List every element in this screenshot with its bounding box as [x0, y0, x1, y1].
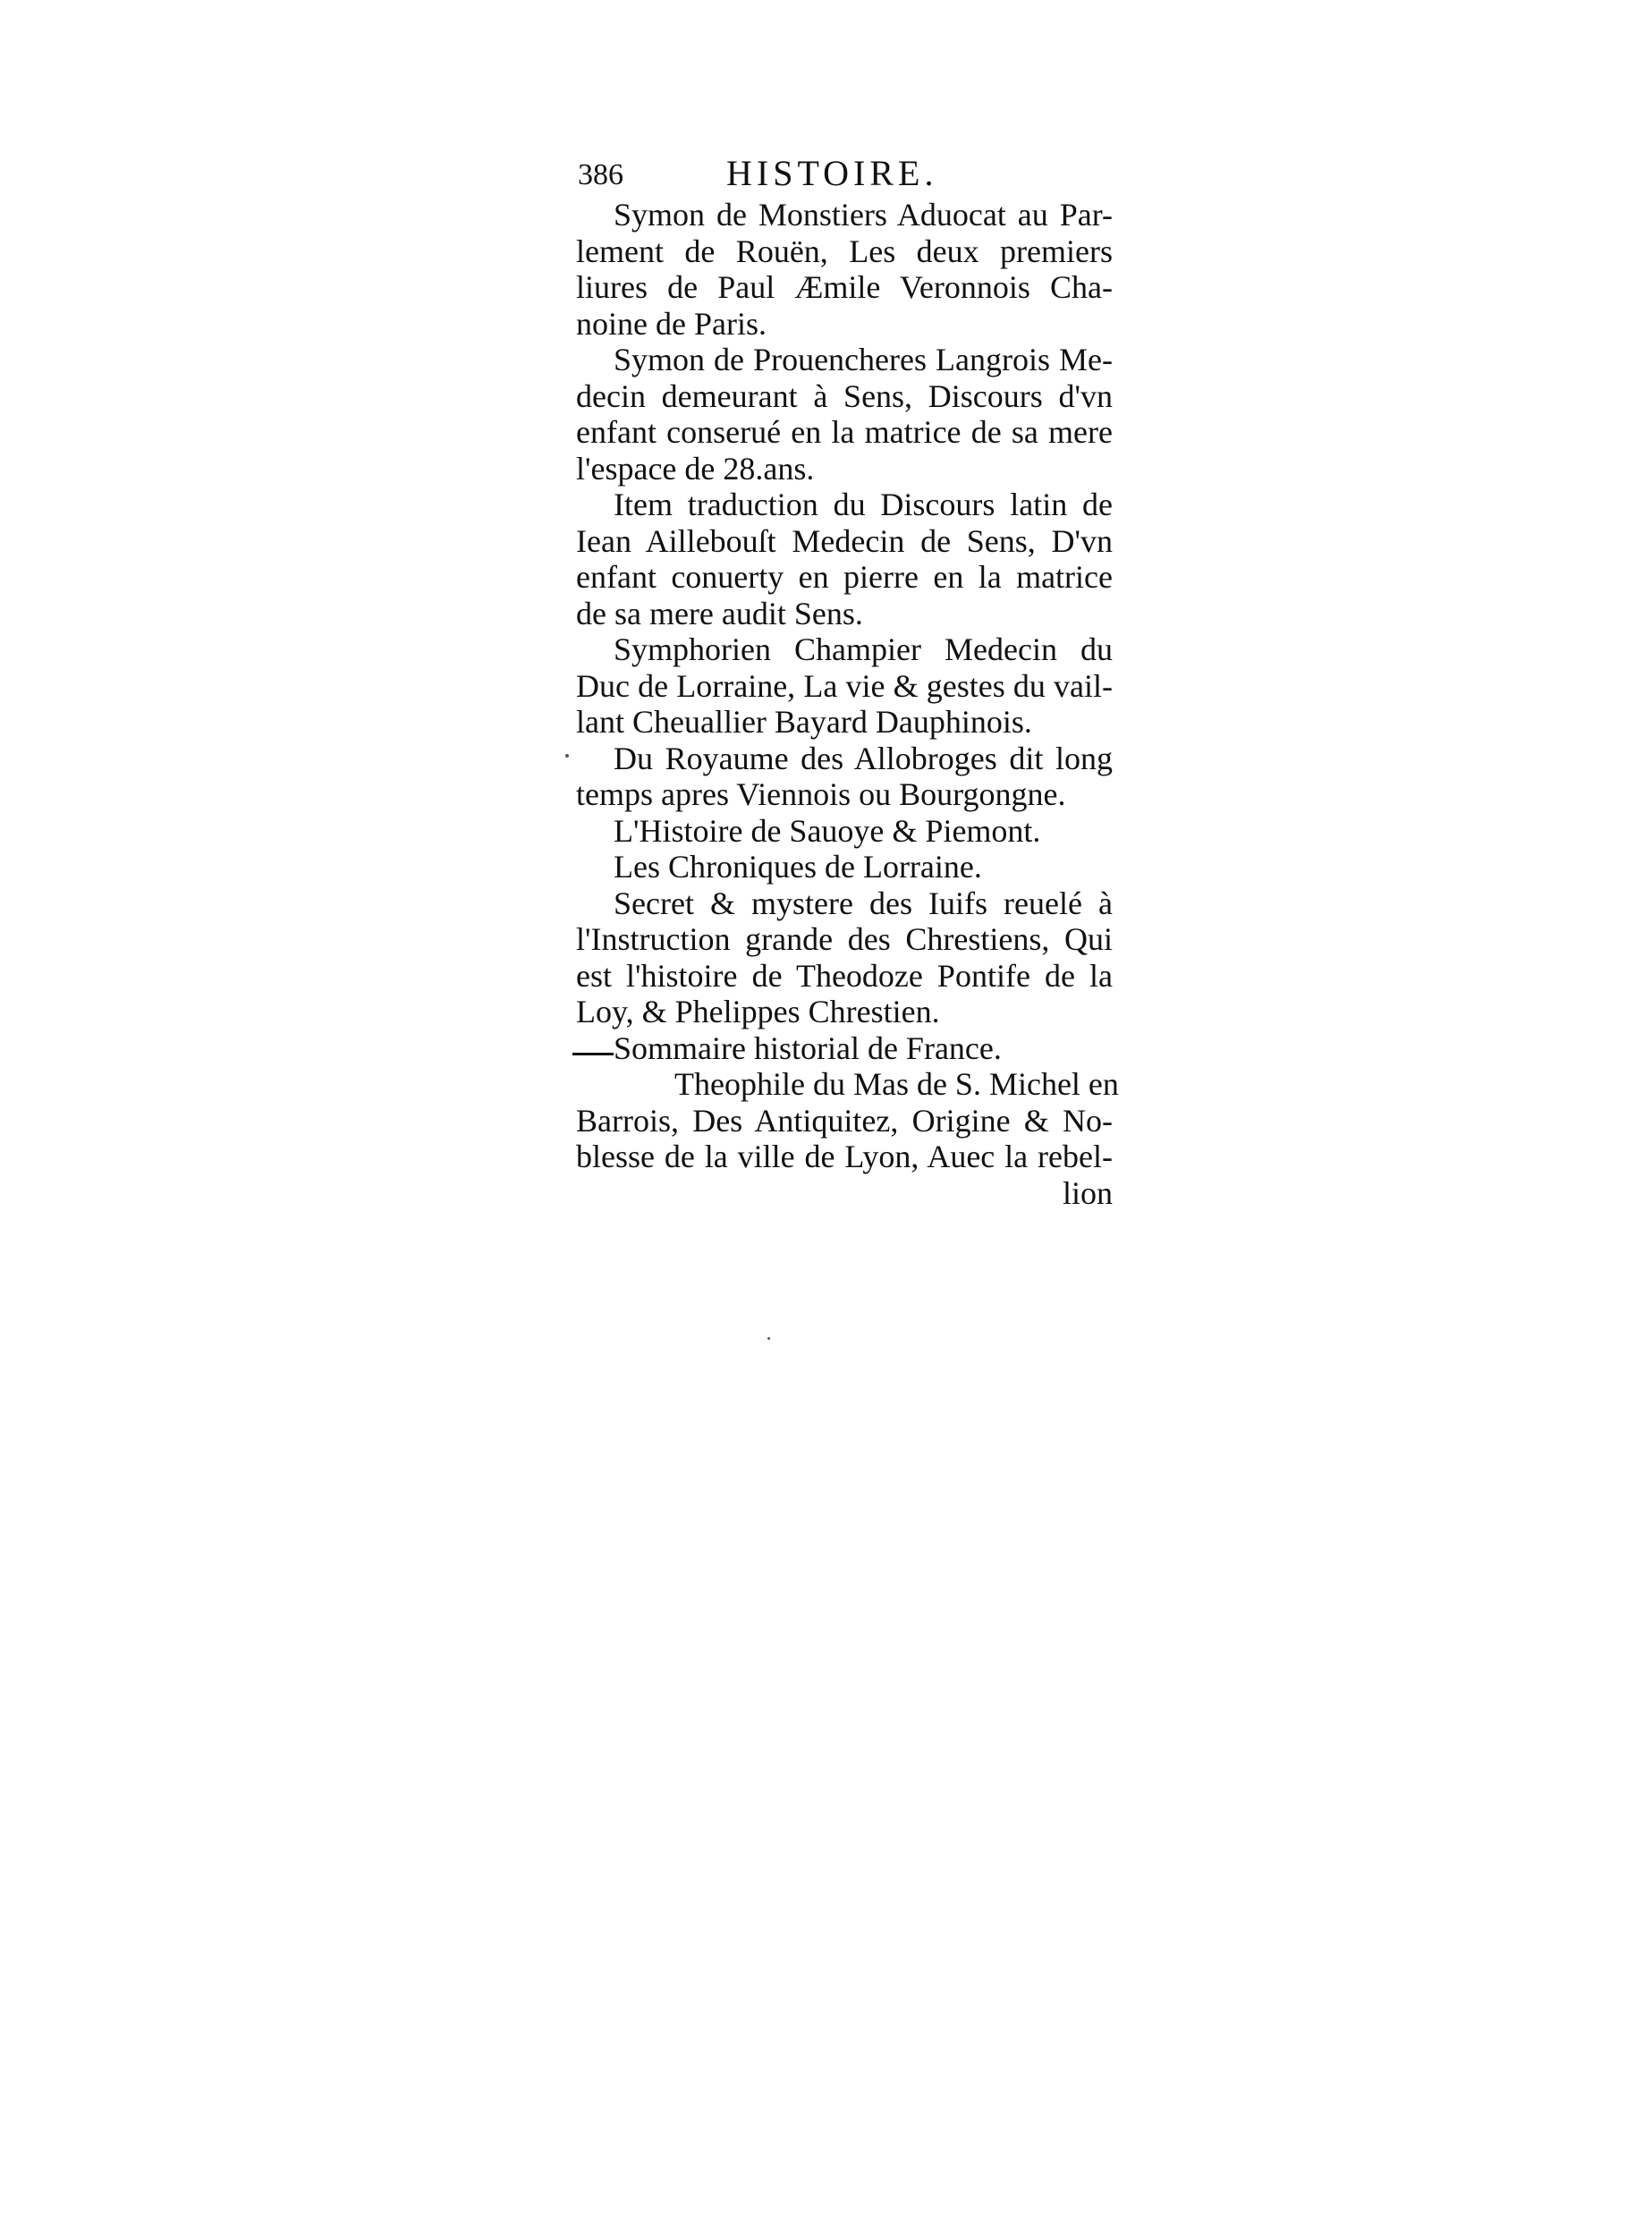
text-line: lement de Rouën, Les deux premiers	[576, 233, 1113, 269]
text-line: temps apres Viennois ou Bourgongne.	[576, 776, 1066, 812]
page-number: 386	[578, 158, 623, 191]
text-line: blesse de la ville de Lyon, Auec la rebel-	[576, 1139, 1113, 1174]
text-line: Iean Aillebouſt Medecin de Sens, D'vn	[576, 522, 1113, 559]
text-line: L'Histoire de Sauoye & Piemont.	[614, 812, 1041, 849]
text-line: noine de Paris.	[576, 305, 767, 342]
text-line: Duc de Lorraine, La vie & gestes du vail-	[576, 667, 1113, 704]
text-line: lant Cheuallier Bayard Dauphinois.	[576, 704, 1032, 740]
text-line: Symphorien Champier Medecin du	[614, 631, 1113, 667]
text-line: l'espace de 28.ans.	[576, 450, 815, 487]
text-line: Loy, & Phelippes Chrestien.	[576, 994, 940, 1029]
text-line: est l'histoire de Theodoze Pontife de la	[576, 957, 1113, 994]
text-line: Sommaire historial de France.	[614, 1029, 1002, 1066]
text-line: Barrois, Des Antiquitez, Origine & No-	[576, 1102, 1113, 1139]
scan-speck	[565, 754, 569, 758]
page-header	[576, 153, 1113, 195]
text-line: Theophile du Mas de S. Michel en	[674, 1066, 1119, 1102]
text-line: liures de Paul Æmile Veronnois Cha-	[576, 269, 1113, 305]
text-line: decin demeurant à Sens, Discours d'vn	[576, 377, 1113, 414]
text-line: de sa mere audit Sens.	[576, 595, 863, 631]
text-line: enfant conserué en la matrice de sa mere	[576, 414, 1113, 450]
margin-dash-mark	[572, 1053, 614, 1055]
text-line: Secret & mystere des Iuifs reuelé à	[614, 885, 1113, 921]
text-line: Item traduction du Discours latin de	[614, 487, 1113, 522]
text-line: Symon de Prouencheres Langrois Me-	[614, 342, 1113, 377]
running-head: HISTOIRE.	[726, 153, 938, 193]
text-block	[576, 153, 1119, 1211]
text-line: lion	[1062, 1174, 1113, 1211]
text-line: Symon de Monstiers Aduocat au Par-	[614, 197, 1113, 233]
text-line: Du Royaume des Allobroges dit long	[614, 740, 1113, 776]
scan-speck	[767, 1337, 770, 1340]
text-line: l'Instruction grande des Chrestiens, Qui	[576, 921, 1113, 957]
text-line: Les Chroniques de Lorraine.	[614, 849, 982, 885]
text-line: enfant conuerty en pierre en la matrice	[576, 559, 1113, 595]
